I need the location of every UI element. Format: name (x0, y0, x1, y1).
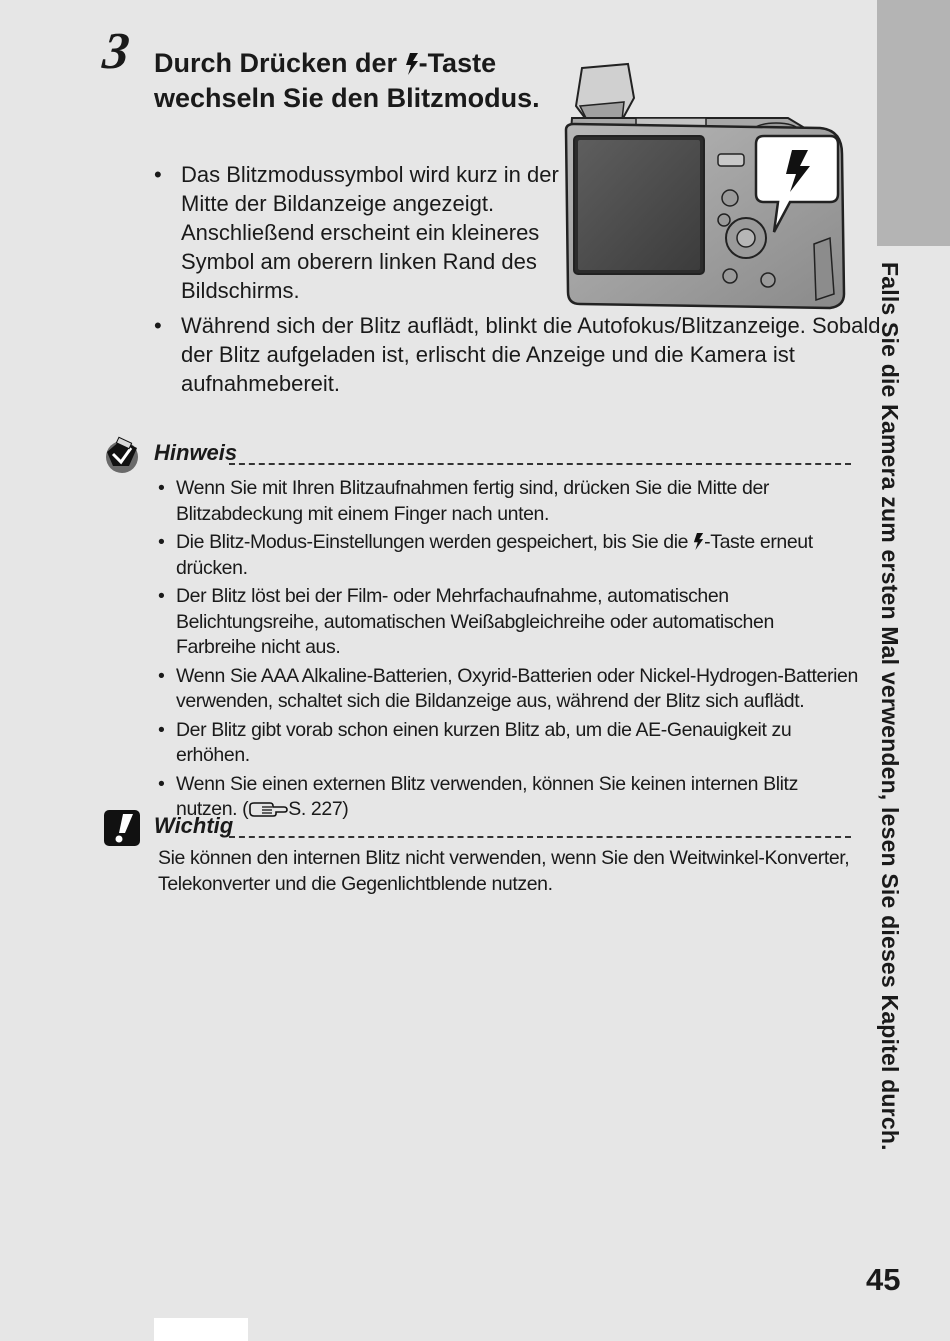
list-item: • Das Blitzmodussymbol wird kurz in der Mitte der Bildanzeige angezeigt. Anschließend erscheint ein kleineres Symbol am oberern linken Rand des Bildschirms. (154, 160, 561, 305)
step-title-part1: Durch Drücken der (154, 48, 405, 78)
step-number: 3 (100, 23, 133, 80)
hinweis-label: Hinweis (154, 440, 238, 465)
wichtig-text: Sie können den internen Blitz nicht verwenden, wenn Sie den Weitwinkel-Konverter, Telekonverter und die Gegenlichtblende nutzen. (158, 847, 850, 895)
list-item: • Wenn Sie mit Ihren Blitzaufnahmen fertig sind, drücken Sie die Mitte der Blitzabdeckung mit einem Finger nach unten. (158, 476, 858, 527)
flash-icon (693, 533, 704, 550)
wichtig-header (103, 809, 851, 849)
wichtig-label: Wichtig (154, 813, 234, 838)
list-item-text: -Taste erneut drücken. (176, 531, 813, 579)
list-item: • Wenn Sie AAA Alkaline-Batterien, Oxyrid-Batterien oder Nickel-Hydrogen-Batterien verwenden, schaltet sich die Bildanzeige aus, während der Blitz sich auflädt. (158, 664, 858, 715)
step-title (154, 46, 554, 116)
divider (229, 463, 851, 465)
hinweis-bullets (158, 476, 858, 826)
step-title-part2: -Taste wechseln Sie den Blitzmodus. (154, 48, 540, 113)
hinweis-header (103, 436, 851, 476)
flash-icon (405, 53, 419, 75)
list-item: • Der Blitz löst bei der Film- oder Mehrfachaufnahme, automatischen Belichtungsreihe, automatischen Weißabgleichreihe oder automatischen Farbreihe nicht aus. (158, 584, 858, 661)
list-item-text: Wenn Sie einen externen Blitz verwenden, können Sie keinen internen Blitz nutzen. ( (176, 772, 798, 820)
chapter-side-title: Falls Sie die Kamera zum ersten Mal verwenden, lesen Sie dieses Kapitel durch. (877, 262, 903, 1151)
page-reference[interactable]: S. 227) (288, 798, 349, 820)
camera-illustration (558, 58, 850, 318)
list-item-text: Die Blitz-Modus-Einstellungen werden gespeichert, bis Sie die (176, 531, 694, 553)
chapter-tab (877, 0, 950, 246)
page-number: 45 (866, 1262, 901, 1297)
list-item (158, 530, 858, 581)
warning-icon (103, 809, 141, 847)
divider (229, 836, 851, 838)
list-item: • Während sich der Blitz auflädt, blinkt die Autofokus/Blitzanzeige. Sobald der Blitz aufgeladen ist, erlischt die Anzeige und die Kamera ist aufnahmebereit. (154, 311, 881, 398)
list-item: • Der Blitz gibt vorab schon einen kurzen Blitz ab, um die AE-Genauigkeit zu erhöhen. (158, 718, 858, 769)
bottom-strip (154, 1318, 248, 1341)
note-icon (103, 436, 141, 474)
